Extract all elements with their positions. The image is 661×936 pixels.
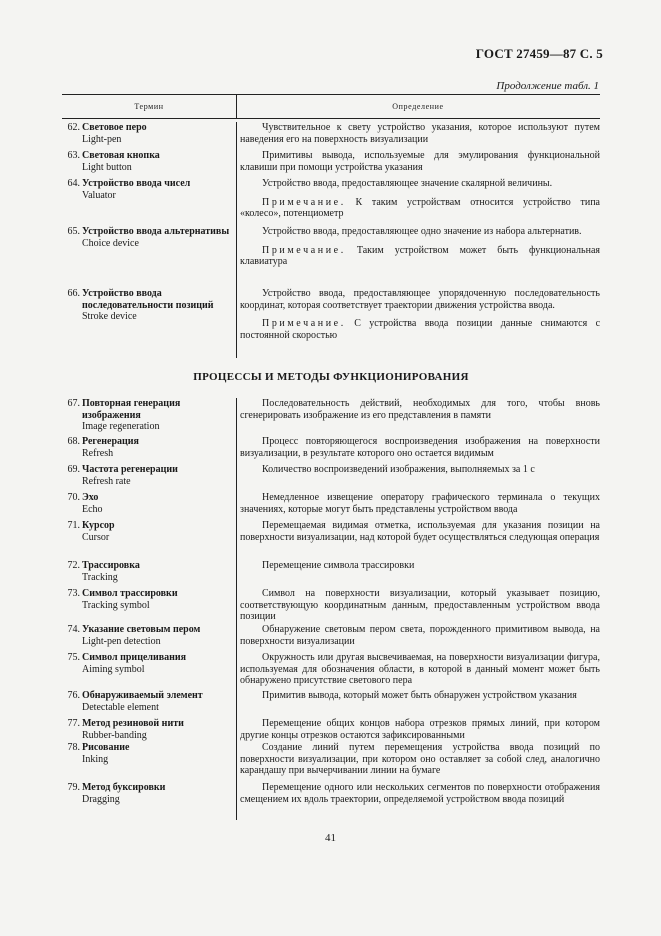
- term-number: 64.: [67, 178, 80, 189]
- definition-note: [240, 245, 600, 268]
- table-continuation-label: Продолжение табл. 1: [496, 80, 599, 92]
- term-definition: Примитив вывода, который может быть обнаружен устройством указания: [262, 690, 577, 701]
- term-number: 72.: [67, 560, 80, 571]
- term-definition: Перемещение символа трассировки: [262, 560, 415, 571]
- definition-text: Устройство ввода, предоставляющее одно значение из набора альтернатив.: [262, 226, 582, 237]
- term-definition: Последовательность действий, необходимых для того, чтобы вновь сгенерировать изображение из его представления в памяти: [240, 398, 600, 421]
- definition-note: [240, 197, 600, 220]
- term-number: 63.: [67, 150, 80, 161]
- note-label: Примечание.: [262, 244, 346, 256]
- column-divider: [236, 398, 237, 820]
- term-english: Image regeneration: [82, 421, 160, 433]
- term-english: Inking: [82, 753, 109, 765]
- term-russian: Световая кнопка: [82, 150, 160, 161]
- term-russian: Устройство ввода альтернативы: [82, 226, 230, 237]
- note-text: Таким устройством может быть функциональная клавиатура: [240, 244, 601, 268]
- term-number: 68.: [67, 436, 80, 447]
- term-english: Light button: [82, 161, 132, 173]
- term-russian: Трассировка: [82, 560, 140, 571]
- column-header-definition: Определение: [392, 102, 444, 111]
- term-definition: Создание линий путем перемещения устройства ввода позиций по поверхности визуализации, при котором оно оставляет за собой след, аналогично карандашу при вычерчивании линии на бумаге: [240, 742, 600, 777]
- term-definition: Немедленное извещение оператору графического терминала о текущих значениях, которые могут быть представлены устройством ввода: [240, 492, 600, 515]
- terms-table-part-1: [62, 122, 600, 358]
- term-definition: Перемещение общих концов набора отрезков прямых линий, при котором другие концы отрезков остаются зафиксированными: [240, 718, 600, 741]
- term-english: Echo: [82, 503, 103, 515]
- term-number: 79.: [67, 782, 80, 793]
- page-number: 41: [325, 832, 336, 844]
- term-definition: Перемещаемая видимая отметка, используемая для указания позиции на поверхности визуализации, над которой будет осуществляться следующая операция: [240, 520, 600, 543]
- section-title: ПРОЦЕССЫ И МЕТОДЫ ФУНКЦИОНИРОВАНИЯ: [193, 371, 469, 383]
- term-russian: Обнаруживаемый элемент: [82, 690, 203, 701]
- note-label: Примечание.: [262, 196, 346, 208]
- term-definition: Чувствительное к свету устройство указания, которое используют путем наведения его на поверхность визуализации: [240, 122, 600, 145]
- term-definition: Процесс повторяющегося воспроизведения изображения на поверхности визуализации, в результате которого оно остается видимым: [240, 436, 600, 459]
- note-text: К таким устройствам относится устройство типа «колесо», потенциометр: [240, 196, 600, 220]
- term-number: 70.: [67, 492, 80, 503]
- term-definition: [240, 178, 600, 220]
- term-russian: Эхо: [82, 492, 99, 503]
- term-definition: Примитивы вывода, используемые для эмулирования функциональной клавиши при помощи устройства указания: [240, 150, 600, 173]
- term-definition: Окружность или другая высвечиваемая, на поверхности визуализации фигура, используемая для обозначения области, в которой в данный момент может быть обнаружено присутствие светового пера: [240, 652, 600, 687]
- term-english: Valuator: [82, 189, 116, 201]
- term-definition: Символ на поверхности визуализации, который указывает позицию, соответствующую координатным данным, предоставленным устройством ввода позиции: [240, 588, 600, 623]
- term-definition: Количество воспроизведений изображения, выполняемых за 1 с: [262, 464, 535, 475]
- term-english: Tracking symbol: [82, 599, 150, 611]
- column-divider: [236, 122, 237, 358]
- term-english: Stroke device: [82, 311, 137, 323]
- terms-table-part-2: [62, 398, 600, 820]
- definition-text: Устройство ввода, предоставляющее значение скалярной величины.: [262, 178, 553, 189]
- term-english: Tracking: [82, 571, 118, 583]
- term-number: 75.: [67, 652, 80, 663]
- term-definition: [240, 226, 600, 268]
- term-russian: Устройство ввода последовательности позиций: [82, 288, 214, 311]
- term-number: 73.: [67, 588, 80, 599]
- term-number: 74.: [67, 624, 80, 635]
- term-english: Cursor: [82, 531, 110, 543]
- term-english: Choice device: [82, 237, 139, 249]
- term-number: 71.: [67, 520, 80, 531]
- term-number: 62.: [67, 122, 80, 133]
- term-english: Aiming symbol: [82, 663, 145, 675]
- document-code: ГОСТ 27459—87 С. 5: [475, 46, 603, 61]
- term-definition: [240, 288, 600, 341]
- term-russian: Регенерация: [82, 436, 139, 447]
- term-russian: Метод резиновой нити: [82, 718, 184, 729]
- definition-note: [240, 318, 600, 341]
- term-english: Dragging: [82, 793, 120, 805]
- term-number: 69.: [67, 464, 80, 475]
- term-russian: Световое перо: [82, 122, 147, 133]
- term-number: 78.: [67, 742, 80, 753]
- term-english: Light-pen detection: [82, 635, 161, 647]
- term-russian: Устройство ввода чисел: [82, 178, 191, 189]
- table-header: [62, 94, 600, 119]
- term-english: Rubber-banding: [82, 729, 147, 741]
- term-number: 76.: [67, 690, 80, 701]
- term-russian: Повторная генерация изображения: [82, 398, 181, 421]
- term-definition: Перемещение одного или нескольких сегментов по поверхности отображения смещением их вдоль траектории, определяемой устройством ввода позиций: [240, 782, 600, 805]
- term-russian: Метод буксировки: [82, 782, 166, 793]
- term-number: 66.: [67, 288, 80, 299]
- term-russian: Символ прицеливания: [82, 652, 187, 663]
- term-number: 77.: [67, 718, 80, 729]
- column-header-term: Термин: [134, 102, 164, 111]
- term-english: Light-pen: [82, 133, 122, 145]
- term-russian: Символ трассировки: [82, 588, 178, 599]
- term-number: 67.: [67, 398, 80, 409]
- term-english: Refresh rate: [82, 475, 131, 487]
- term-russian: Частота регенерации: [82, 464, 178, 475]
- term-english: Refresh: [82, 447, 114, 459]
- term-russian: Рисование: [82, 742, 130, 753]
- term-english: Detectable element: [82, 701, 159, 713]
- note-text: С устройства ввода позиции данные снимаются с постоянной скоростью: [240, 318, 601, 341]
- term-russian: Курсор: [82, 520, 115, 531]
- definition-text: Устройство ввода, предоставляющее упорядоченную последовательность координат, которая соответствует траектории движения устройства ввода.: [240, 288, 600, 311]
- term-number: 65.: [67, 226, 80, 237]
- term-russian: Указание световым пером: [82, 624, 201, 635]
- note-label: Примечание.: [262, 318, 346, 330]
- term-definition: Обнаружение световым пером света, порожденного примитивом вывода, на поверхности визуализации: [240, 624, 600, 647]
